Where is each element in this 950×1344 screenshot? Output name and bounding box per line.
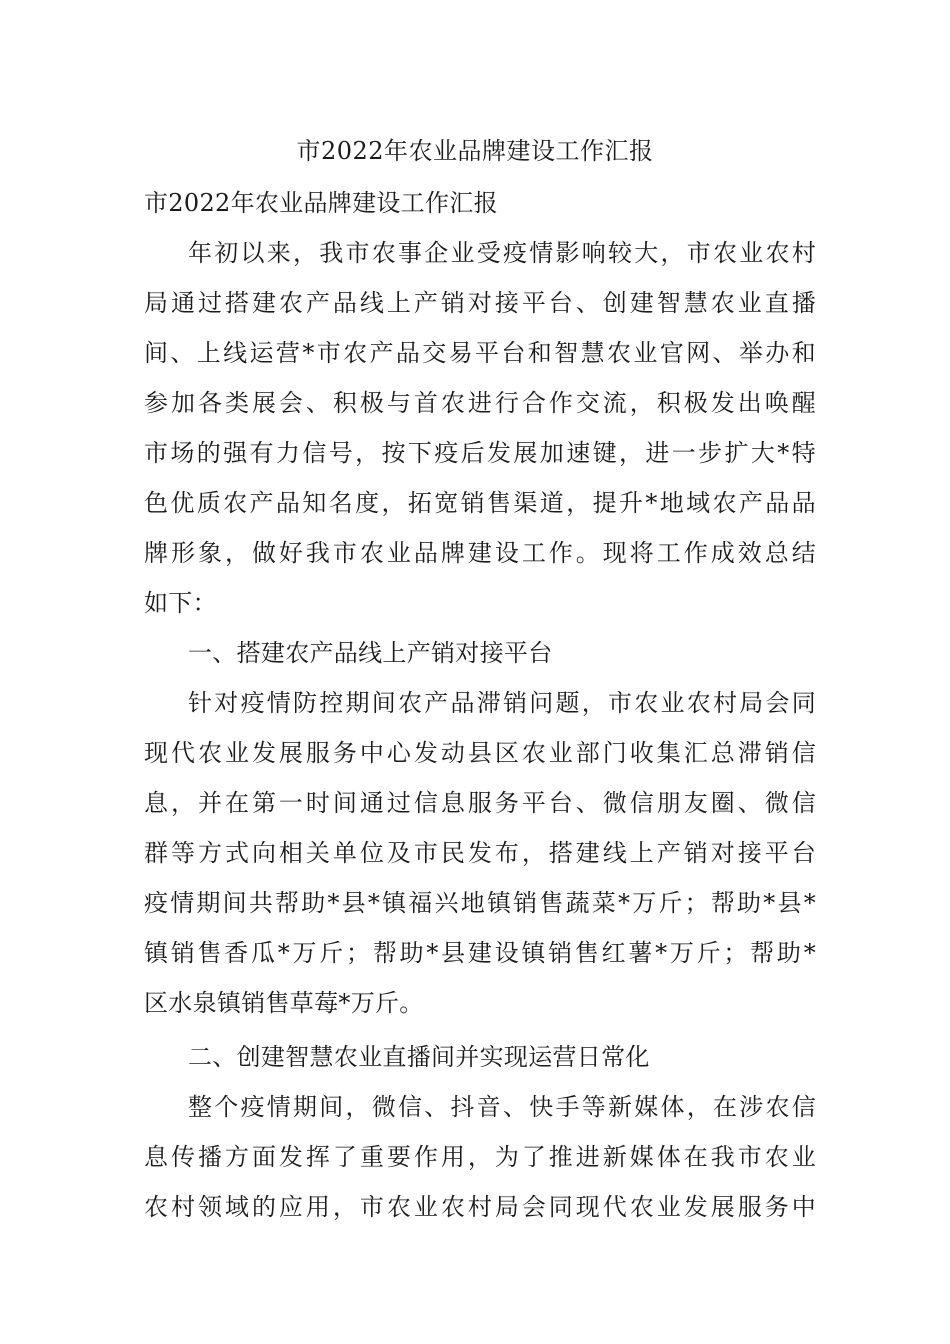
document-title: 市2022年农业品牌建设工作汇报 xyxy=(296,137,654,165)
paragraph-line: 参加各类展会、积极与首农进行合作交流，积极发出唤醒 xyxy=(144,389,816,417)
paragraph-line: 群等方式向相关单位及市民发布，搭建线上产销对接平台 xyxy=(144,839,816,867)
paragraph-line: 整个疫情期间，微信、抖音、快手等新媒体，在涉农信 xyxy=(188,1093,816,1121)
paragraph-line: 息传播方面发挥了重要作用，为了推进新媒体在我市农业 xyxy=(144,1143,816,1171)
paragraph-line: 局通过搭建农产品线上产销对接平台、创建智慧农业直播 xyxy=(144,289,816,317)
paragraph-line: 年初以来，我市农事企业受疫情影响较大，市农业农村 xyxy=(188,239,816,267)
paragraph-line: 色优质农产品知名度，拓宽销售渠道，提升*地域农产品品 xyxy=(144,489,816,517)
paragraph-line: 间、上线运营*市农产品交易平台和智慧农业官网、举办和 xyxy=(144,339,816,367)
paragraph-line: 疫情期间共帮助*县*镇福兴地镇销售蔬菜*万斤；帮助*县* xyxy=(144,889,816,917)
paragraph-line: 息，并在第一时间通过信息服务平台、微信朋友圈、微信 xyxy=(144,789,816,817)
section-heading: 二、创建智慧农业直播间并实现运营日常化 xyxy=(188,1043,650,1071)
subtitle-line: 市2022年农业品牌建设工作汇报 xyxy=(144,189,498,217)
paragraph-line: 针对疫情防控期间农产品滞销问题，市农业农村局会同 xyxy=(188,689,816,717)
paragraph-line: 如下： xyxy=(144,589,217,617)
section-heading: 一、搭建农产品线上产销对接平台 xyxy=(188,639,553,667)
paragraph-line: 牌形象，做好我市农业品牌建设工作。现将工作成效总结 xyxy=(144,539,816,567)
paragraph-line: 区水泉镇销售草莓*万斤。 xyxy=(144,989,424,1017)
paragraph-line: 现代农业发展服务中心发动县区农业部门收集汇总滞销信 xyxy=(144,739,816,767)
paragraph-line: 镇销售香瓜*万斤；帮助*县建设镇销售红薯*万斤；帮助* xyxy=(144,939,816,967)
paragraph-line: 市场的强有力信号，按下疫后发展加速键，进一步扩大*特 xyxy=(144,439,816,467)
paragraph-line: 农村领域的应用，市农业农村局会同现代农业发展服务中 xyxy=(144,1193,816,1221)
document-body xyxy=(144,178,816,1232)
